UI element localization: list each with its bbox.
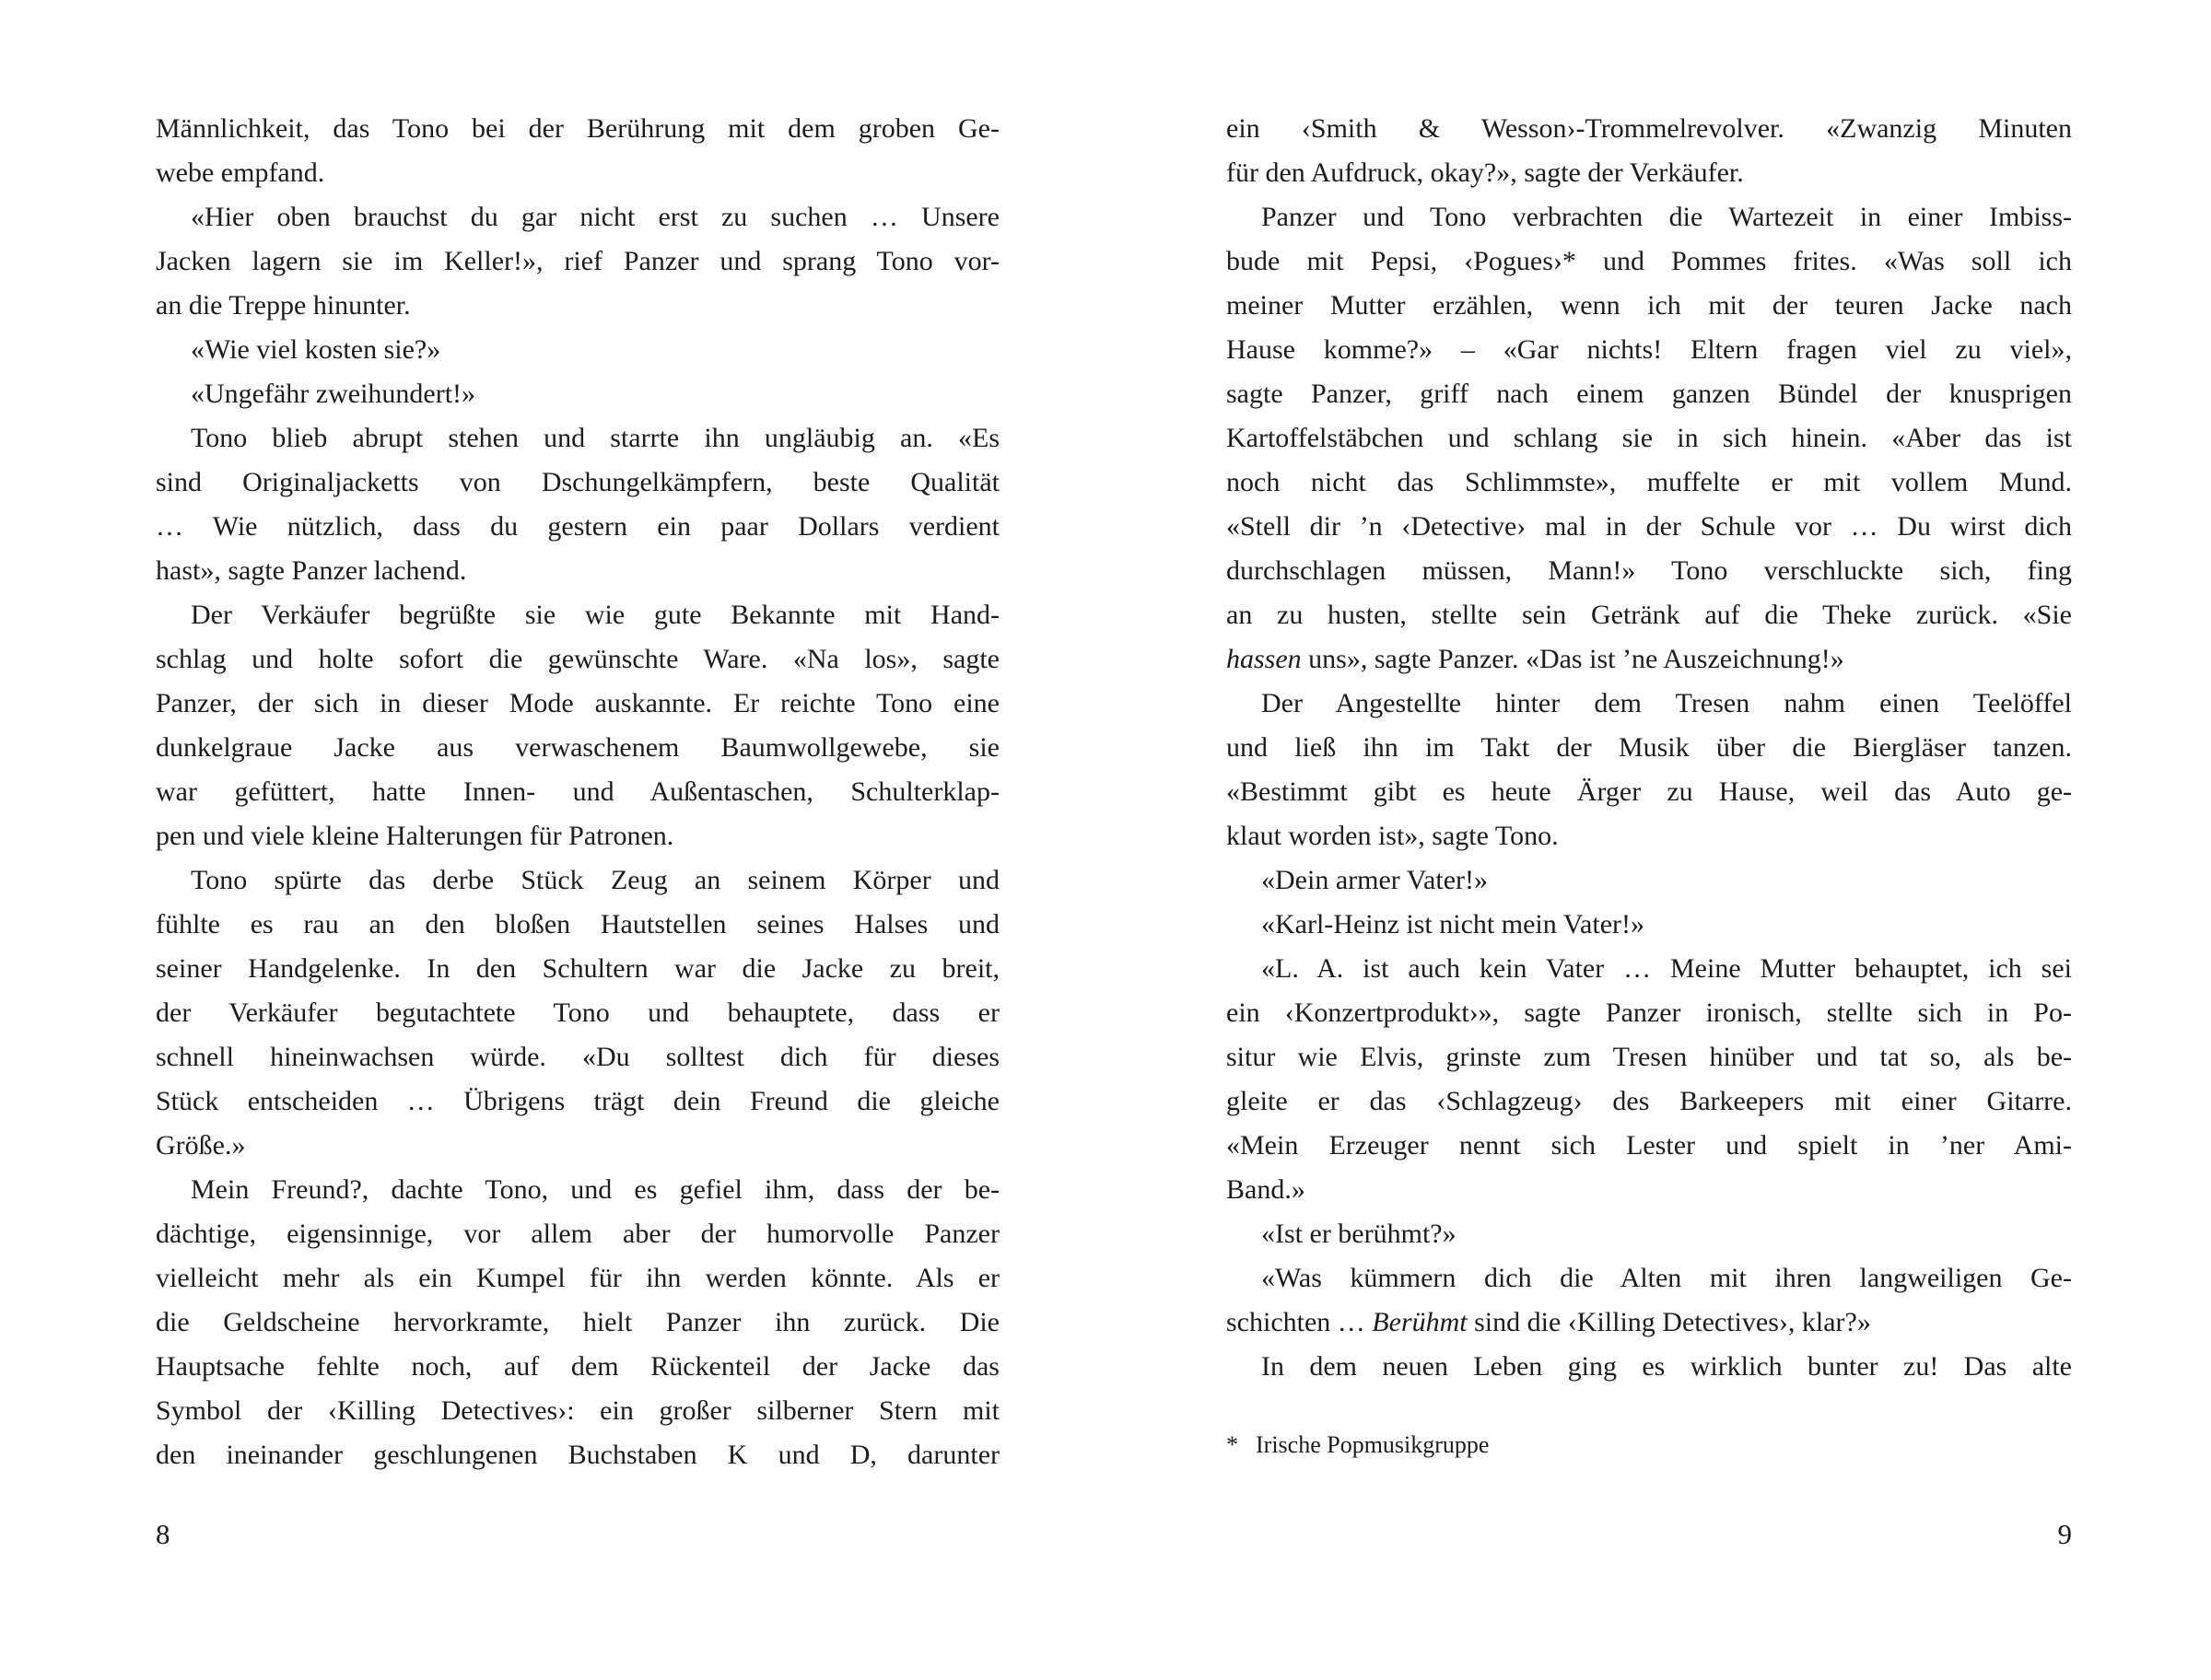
footnote-marker: *	[1226, 1431, 1238, 1458]
text-segment: Der Angestellte hinter dem Tresen nahm einen Teelöffel	[1261, 688, 2072, 718]
text-segment: Männlichkeit, das Tono bei der Berührung mit dem groben Ge-	[156, 113, 1000, 144]
text-segment: war gefüttert, hatte Innen- und Außentaschen, Schulterklap-	[156, 776, 1000, 807]
text-line	[156, 1124, 1000, 1168]
text-line	[1226, 726, 2072, 770]
text-line	[156, 1035, 1000, 1079]
text-segment: sind Originaljacketts von Dschungelkämpfern, beste Qualität	[156, 467, 1000, 497]
text-segment: und ließ ihn im Takt der Musik über die Biergläser tanzen.	[1226, 732, 2072, 763]
text-segment: der Verkäufer begutachtete Tono und behauptete, dass er	[156, 998, 1000, 1028]
text-line	[156, 549, 1000, 593]
text-line	[156, 1345, 1000, 1389]
text-line	[156, 682, 1000, 726]
text-segment: Größe.»	[156, 1130, 246, 1161]
text-segment: Panzer, der sich in dieser Mode auskannte. Er reichte Tono eine	[156, 688, 1000, 718]
text-line	[156, 151, 1000, 195]
text-segment: «Was kümmern dich die Alten mit ihren langweiligen Ge-	[1261, 1263, 2072, 1293]
text-line	[156, 903, 1000, 947]
text-segment: Panzer und Tono verbrachten die Wartezeit in einer Imbiss-	[1261, 202, 2072, 232]
text-segment: «Bestimmt gibt es heute Ärger zu Hause, weil das Auto ge-	[1226, 776, 2072, 807]
text-segment: «Ist er berühmt?»	[1261, 1219, 1456, 1249]
text-line	[156, 726, 1000, 770]
text-line	[156, 770, 1000, 814]
text-segment: sagte Panzer, griff nach einem ganzen Bündel der knusprigen	[1226, 379, 2072, 409]
text-segment: «Ungefähr zweihundert!»	[191, 379, 476, 409]
text-segment: ein ‹Smith & Wesson›-Trommelrevolver. «Zwanzig Minuten	[1226, 113, 2072, 144]
text-line	[156, 372, 1000, 416]
text-segment: an die Treppe hinunter.	[156, 290, 411, 321]
text-segment: dunkelgraue Jacke aus verwaschenem Baumwollgewebe, sie	[156, 732, 1000, 763]
text-line	[1226, 461, 2072, 505]
text-line	[1226, 1256, 2072, 1301]
text-line	[156, 505, 1000, 549]
text-line	[156, 328, 1000, 372]
page-number-left: 8	[156, 1518, 170, 1550]
text-segment: «L. A. ist auch kein Vater … Meine Mutter behauptet, ich sei	[1261, 953, 2072, 984]
text-line	[156, 1389, 1000, 1433]
text-segment: dächtige, eigensinnige, vor allem aber der humorvolle Panzer	[156, 1219, 1000, 1249]
text-line	[156, 461, 1000, 505]
text-line	[156, 239, 1000, 284]
text-line	[156, 195, 1000, 239]
text-segment: «Mein Erzeuger nennt sich Lester und spielt in ’ner Ami-	[1226, 1130, 2072, 1161]
text-line	[1226, 239, 2072, 284]
text-segment: an zu husten, stellte sein Getränk auf die Theke zurück. «Sie	[1226, 600, 2072, 630]
text-line	[1226, 903, 2072, 947]
text-segment: Der Verkäufer begrüßte sie wie gute Bekannte mit Hand-	[191, 600, 1000, 630]
text-line	[1226, 416, 2072, 461]
text-segment: bude mit Pepsi, ‹Pogues›* und Pommes frites. «Was soll ich	[1226, 246, 2072, 276]
page-number-right: 9	[2057, 1518, 2072, 1550]
text-segment: ein ‹Konzertprodukt›», sagte Panzer ironisch, stellte sich in Po-	[1226, 998, 2072, 1028]
text-line	[1226, 328, 2072, 372]
text-line	[1226, 682, 2072, 726]
text-line	[156, 107, 1000, 151]
text-line	[1226, 151, 2072, 195]
text-segment: Jacken lagern sie im Keller!», rief Panzer und sprang Tono vor-	[156, 246, 1000, 276]
text-line	[1226, 770, 2072, 814]
text-line	[156, 593, 1000, 637]
text-line	[1226, 372, 2072, 416]
text-segment: hast», sagte Panzer lachend.	[156, 555, 467, 586]
text-segment-italic: hassen	[1226, 644, 1302, 674]
text-segment: gleite er das ‹Schlagzeug› des Barkeepers mit einer Gitarre.	[1226, 1086, 2072, 1116]
text-segment: Stück entscheiden … Übrigens trägt dein Freund die gleiche	[156, 1086, 1000, 1116]
text-line	[156, 416, 1000, 461]
text-line	[1226, 107, 2072, 151]
text-line	[156, 1301, 1000, 1345]
text-segment: «Hier oben brauchst du gar nicht erst zu suchen … Unsere	[191, 202, 1000, 232]
text-segment-italic: Berühmt	[1372, 1307, 1468, 1337]
text-segment: Tono blieb abrupt stehen und starrte ihn ungläubig an. «Es	[191, 423, 1000, 453]
text-segment: «Wie viel kosten sie?»	[191, 334, 441, 365]
footnote	[1226, 1429, 2072, 1461]
text-segment: die Geldscheine hervorkramte, hielt Panzer ihn zurück. Die	[156, 1307, 1000, 1337]
text-segment: Hauptsache fehlte noch, auf dem Rückenteil der Jacke das	[156, 1351, 1000, 1382]
text-segment: schichten …	[1226, 1307, 1373, 1337]
text-segment: den ineinander geschlungenen Buchstaben K und D, darunter	[156, 1440, 1000, 1470]
text-segment: «Karl-Heinz ist nicht mein Vater!»	[1261, 909, 1644, 939]
text-line	[1226, 195, 2072, 239]
text-segment: In dem neuen Leben ging es wirklich bunter zu! Das alte	[1261, 1351, 2072, 1382]
text-segment: meiner Mutter erzählen, wenn ich mit der teuren Jacke nach	[1226, 290, 2072, 321]
text-segment: «Stell dir ’n ‹Detective› mal in der Schule vor … Du wirst dich	[1226, 511, 2072, 542]
text-line	[156, 991, 1000, 1035]
text-segment: seiner Handgelenke. In den Schultern war die Jacke zu breit,	[156, 953, 1000, 984]
text-line	[1226, 284, 2072, 328]
text-line	[1226, 858, 2072, 903]
text-segment: schlag und holte sofort die gewünschte Ware. «Na los», sagte	[156, 644, 1000, 674]
text-segment: Hause komme?» – «Gar nichts! Eltern fragen viel zu viel»,	[1226, 334, 2072, 365]
text-line	[1226, 637, 2072, 682]
text-line	[1226, 947, 2072, 991]
page-8-textblock	[156, 107, 1000, 1477]
text-line	[1226, 593, 2072, 637]
text-line	[156, 637, 1000, 682]
text-line	[1226, 549, 2072, 593]
text-segment: webe empfand.	[156, 158, 325, 188]
text-line	[156, 814, 1000, 858]
text-segment: Symbol der ‹Killing Detectives›: ein großer silberner Stern mit	[156, 1395, 1000, 1426]
text-line	[1226, 1301, 2072, 1345]
text-line	[1226, 1345, 2072, 1389]
text-segment: uns», sagte Panzer. «Das ist ’ne Auszeichnung!»	[1301, 644, 1844, 674]
text-line	[1226, 1079, 2072, 1124]
text-line	[156, 1433, 1000, 1477]
text-segment: Mein Freund?, dachte Tono, und es gefiel ihm, dass der be-	[191, 1174, 1000, 1205]
text-segment: pen und viele kleine Halterungen für Patronen.	[156, 821, 674, 851]
text-segment: … Wie nützlich, dass du gestern ein paar Dollars verdient	[156, 511, 1000, 542]
page-9-textblock	[1226, 107, 2072, 1461]
footnote-text: Irische Popmusikgruppe	[1256, 1431, 1490, 1458]
text-line	[1226, 1212, 2072, 1256]
text-segment: schnell hineinwachsen würde. «Du solltest dich für dieses	[156, 1042, 1000, 1072]
text-line	[156, 1256, 1000, 1301]
text-line	[1226, 1124, 2072, 1168]
text-line	[1226, 505, 2072, 549]
text-segment: durchschlagen müssen, Mann!» Tono verschluckte sich, fing	[1226, 555, 2072, 586]
text-line	[156, 284, 1000, 328]
text-segment: Kartoffelstäbchen und schlang sie in sich hinein. «Aber das ist	[1226, 423, 2072, 453]
text-segment: Tono spürte das derbe Stück Zeug an seinem Körper und	[191, 865, 1000, 895]
text-line	[156, 1168, 1000, 1212]
text-segment: noch nicht das Schlimmste», muffelte er mit vollem Mund.	[1226, 467, 2072, 497]
text-line	[1226, 1035, 2072, 1079]
text-line	[1226, 991, 2072, 1035]
text-segment: sind die ‹Killing Detectives›, klar?»	[1467, 1307, 1871, 1337]
text-line	[156, 1212, 1000, 1256]
text-segment: situr wie Elvis, grinste zum Tresen hinüber und tat so, als be-	[1226, 1042, 2072, 1072]
text-segment: fühlte es rau an den bloßen Hautstellen seines Halses und	[156, 909, 1000, 939]
text-line	[156, 858, 1000, 903]
text-segment: klaut worden ist», sagte Tono.	[1226, 821, 1559, 851]
text-segment: vielleicht mehr als ein Kumpel für ihn werden könnte. Als er	[156, 1263, 1000, 1293]
text-line	[156, 947, 1000, 991]
text-line	[1226, 1168, 2072, 1212]
text-segment: «Dein armer Vater!»	[1261, 865, 1489, 895]
text-segment: für den Aufdruck, okay?», sagte der Verkäufer.	[1226, 158, 1744, 188]
text-line	[1226, 814, 2072, 858]
text-segment: Band.»	[1226, 1174, 1305, 1205]
text-line	[156, 1079, 1000, 1124]
